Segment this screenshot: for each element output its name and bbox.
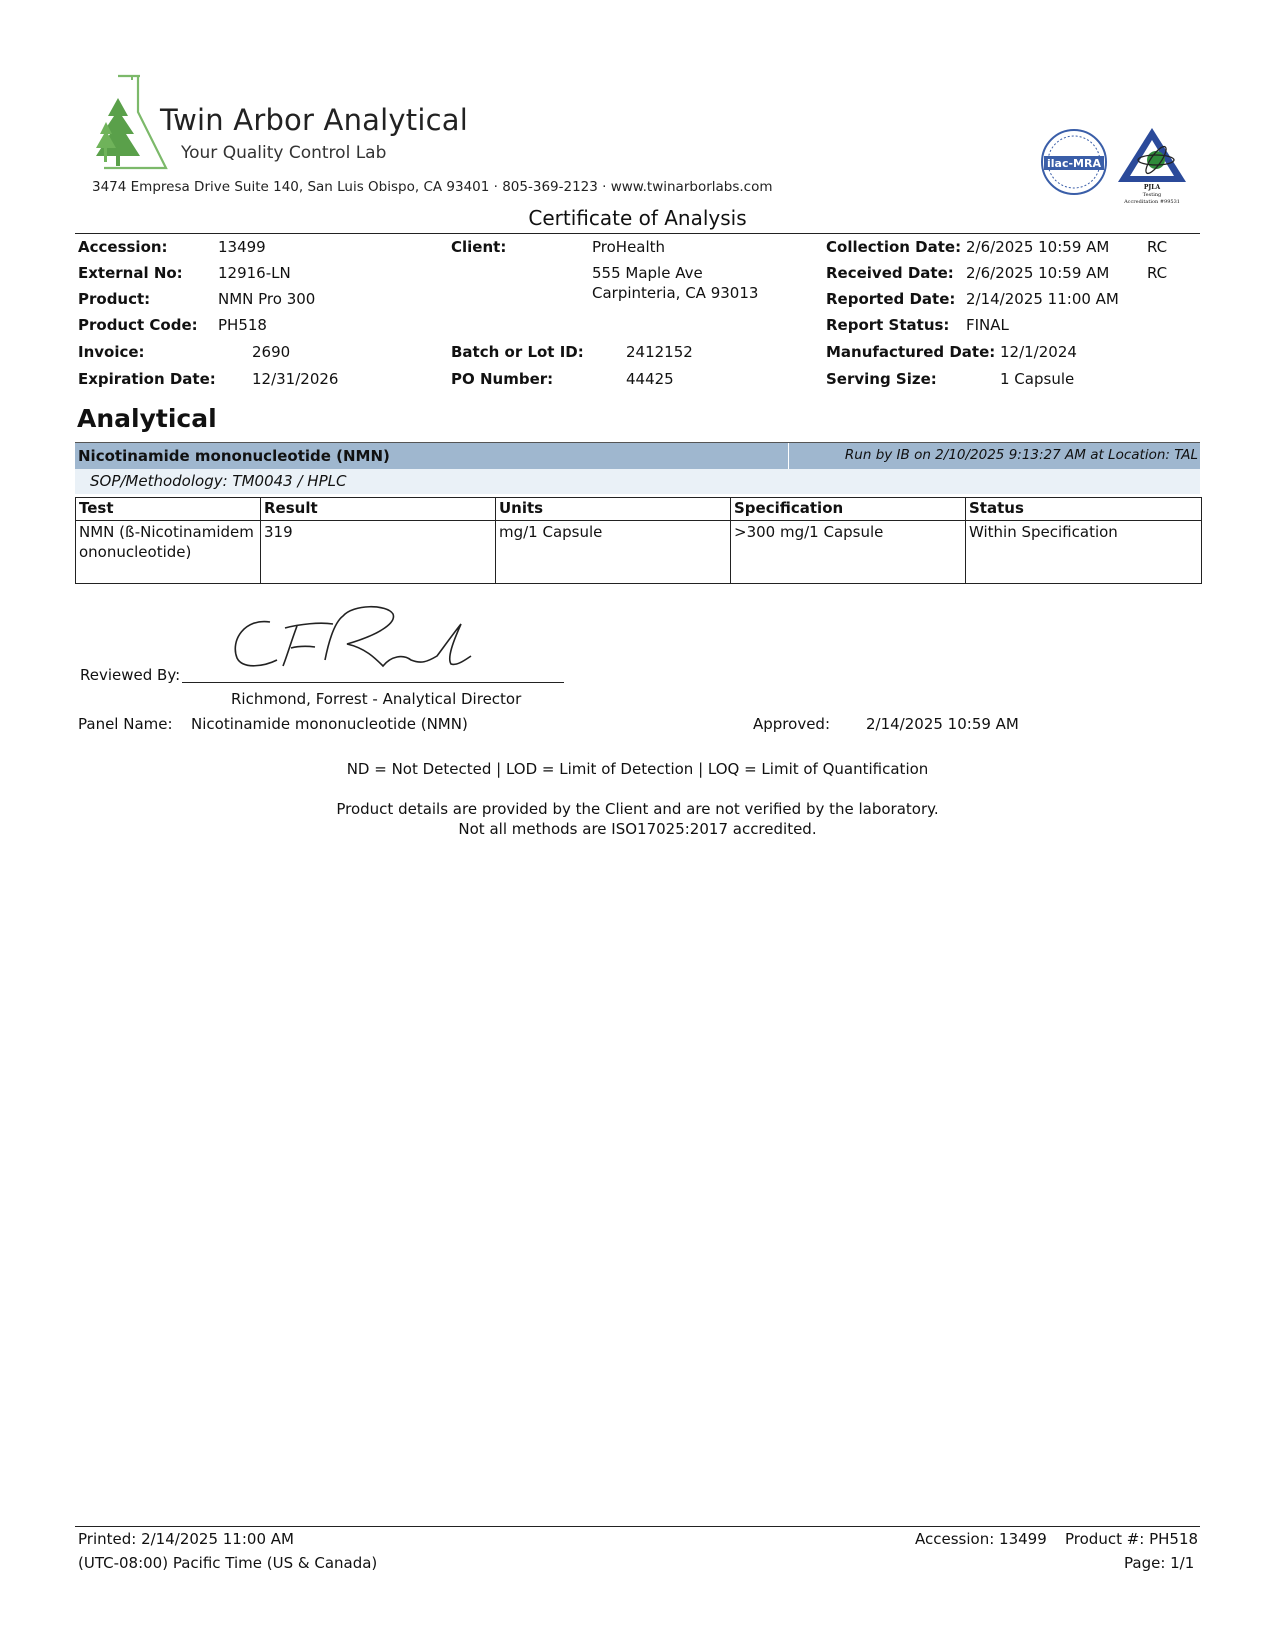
signature-line — [182, 682, 564, 683]
header-divider — [75, 233, 1200, 234]
table-row — [76, 521, 1202, 584]
panel-name-value: Nicotinamide mononucleotide (NMN) — [191, 715, 468, 733]
reviewed-by-label: Reviewed By: — [80, 666, 181, 684]
reported-date-value: 2/14/2025 11:00 AM — [966, 290, 1119, 308]
cell-units: mg/1 Capsule — [496, 521, 731, 584]
results-header-row — [76, 498, 1202, 521]
collection-date-label: Collection Date: — [826, 238, 962, 256]
received-initials: RC — [1147, 264, 1168, 282]
reviewer-name-title: Richmond, Forrest - Analytical Director — [231, 690, 522, 708]
client-address-line2: Carpinteria, CA 93013 — [592, 284, 759, 302]
invoice-label: Invoice: — [78, 343, 145, 361]
lab-address: 3474 Empresa Drive Suite 140, San Luis Obispo, CA 93401 · 805-369-2123 · www.twinarborlabs.com — [92, 179, 773, 195]
approved-label: Approved: — [753, 715, 830, 733]
product-code-label: Product Code: — [78, 316, 198, 334]
po-number-value: 44425 — [626, 370, 674, 388]
manufactured-date-value: 12/1/2024 — [1000, 343, 1077, 361]
batch-value: 2412152 — [626, 343, 693, 361]
product-code-value: PH518 — [218, 316, 267, 334]
results-table — [75, 497, 1202, 584]
sop-bar — [75, 469, 1200, 494]
serving-size-label: Serving Size: — [826, 370, 937, 388]
signature-image — [225, 600, 495, 680]
col-header-result: Result — [261, 498, 496, 521]
cell-result: 319 — [261, 521, 496, 584]
panel-header-bar — [75, 442, 1200, 470]
client-name: ProHealth — [592, 238, 666, 256]
manufactured-date-label: Manufactured Date: — [826, 343, 996, 361]
received-date-label: Received Date: — [826, 264, 954, 282]
pjla-accreditation-text: Accreditation #99531 — [1124, 199, 1180, 204]
expiration-value: 12/31/2026 — [252, 370, 339, 388]
external-no-value: 12916-LN — [218, 264, 291, 282]
pjla-sub-text: Testing — [1142, 192, 1162, 198]
cell-specification: >300 mg/1 Capsule — [731, 521, 966, 584]
product-label: Product: — [78, 290, 151, 308]
pjla-name-text: PJLA — [1143, 184, 1161, 191]
cell-test: NMN (ß-Nicotinamidemononucleotide) — [76, 521, 261, 584]
col-header-test: Test — [76, 498, 261, 521]
document-title: Certificate of Analysis — [528, 206, 747, 230]
serving-size-value: 1 Capsule — [1000, 370, 1075, 388]
panel-name-label: Panel Name: — [78, 715, 173, 733]
footer-divider — [75, 1526, 1200, 1527]
disclaimer-line2: Not all methods are ISO17025:2017 accredited. — [458, 820, 817, 838]
approved-date: 2/14/2025 10:59 AM — [866, 715, 1019, 733]
col-header-specification: Specification — [731, 498, 966, 521]
reported-date-label: Reported Date: — [826, 290, 956, 308]
accession-label: Accession: — [78, 238, 168, 256]
batch-label: Batch or Lot ID: — [451, 343, 584, 361]
lab-name: Twin Arbor Analytical — [160, 103, 468, 137]
report-status-label: Report Status: — [826, 316, 950, 334]
accession-value: 13499 — [218, 238, 266, 256]
footer-accession: Accession: 13499 — [915, 1530, 1047, 1548]
received-date-value: 2/6/2025 10:59 AM — [966, 264, 1110, 282]
analytical-heading: Analytical — [77, 404, 217, 433]
cell-status: Within Specification — [966, 521, 1202, 584]
lab-tagline: Your Quality Control Lab — [181, 143, 387, 163]
footer-printed: Printed: 2/14/2025 11:00 AM — [78, 1530, 294, 1548]
col-header-units: Units — [496, 498, 731, 521]
client-label: Client: — [451, 238, 507, 256]
product-value: NMN Pro 300 — [218, 290, 316, 308]
collection-initials: RC — [1147, 238, 1168, 256]
expiration-label: Expiration Date: — [78, 370, 216, 388]
panel-title: Nicotinamide mononucleotide (NMN) — [78, 447, 390, 465]
disclaimer-line1: Product details are provided by the Client and are not verified by the laboratory. — [336, 800, 939, 818]
client-address-line1: 555 Maple Ave — [592, 264, 703, 282]
po-number-label: PO Number: — [451, 370, 554, 388]
pjla-triangle-icon — [1116, 126, 1188, 204]
footer-timezone: (UTC-08:00) Pacific Time (US & Canada) — [78, 1554, 378, 1572]
ilac-mra-seal-icon — [1040, 128, 1108, 196]
sop-methodology: SOP/Methodology: TM0043 / HPLC — [90, 472, 347, 490]
run-info: Run by IB on 2/10/2025 9:13:27 AM at Location: TAL — [844, 447, 1198, 463]
external-no-label: External No: — [78, 264, 183, 282]
invoice-value: 2690 — [252, 343, 291, 361]
collection-date-value: 2/6/2025 10:59 AM — [966, 238, 1110, 256]
col-header-status: Status — [966, 498, 1202, 521]
ilac-mra-text: ilac-MRA — [1047, 157, 1101, 170]
abbreviation-legend: ND = Not Detected | LOD = Limit of Detection | LOQ = Limit of Quantification — [346, 760, 929, 778]
panel-bar-divider — [788, 443, 789, 470]
footer-product-no: Product #: PH518 — [1065, 1530, 1199, 1548]
footer-page: Page: 1/1 — [1124, 1554, 1195, 1572]
report-status-value: FINAL — [966, 316, 1009, 334]
